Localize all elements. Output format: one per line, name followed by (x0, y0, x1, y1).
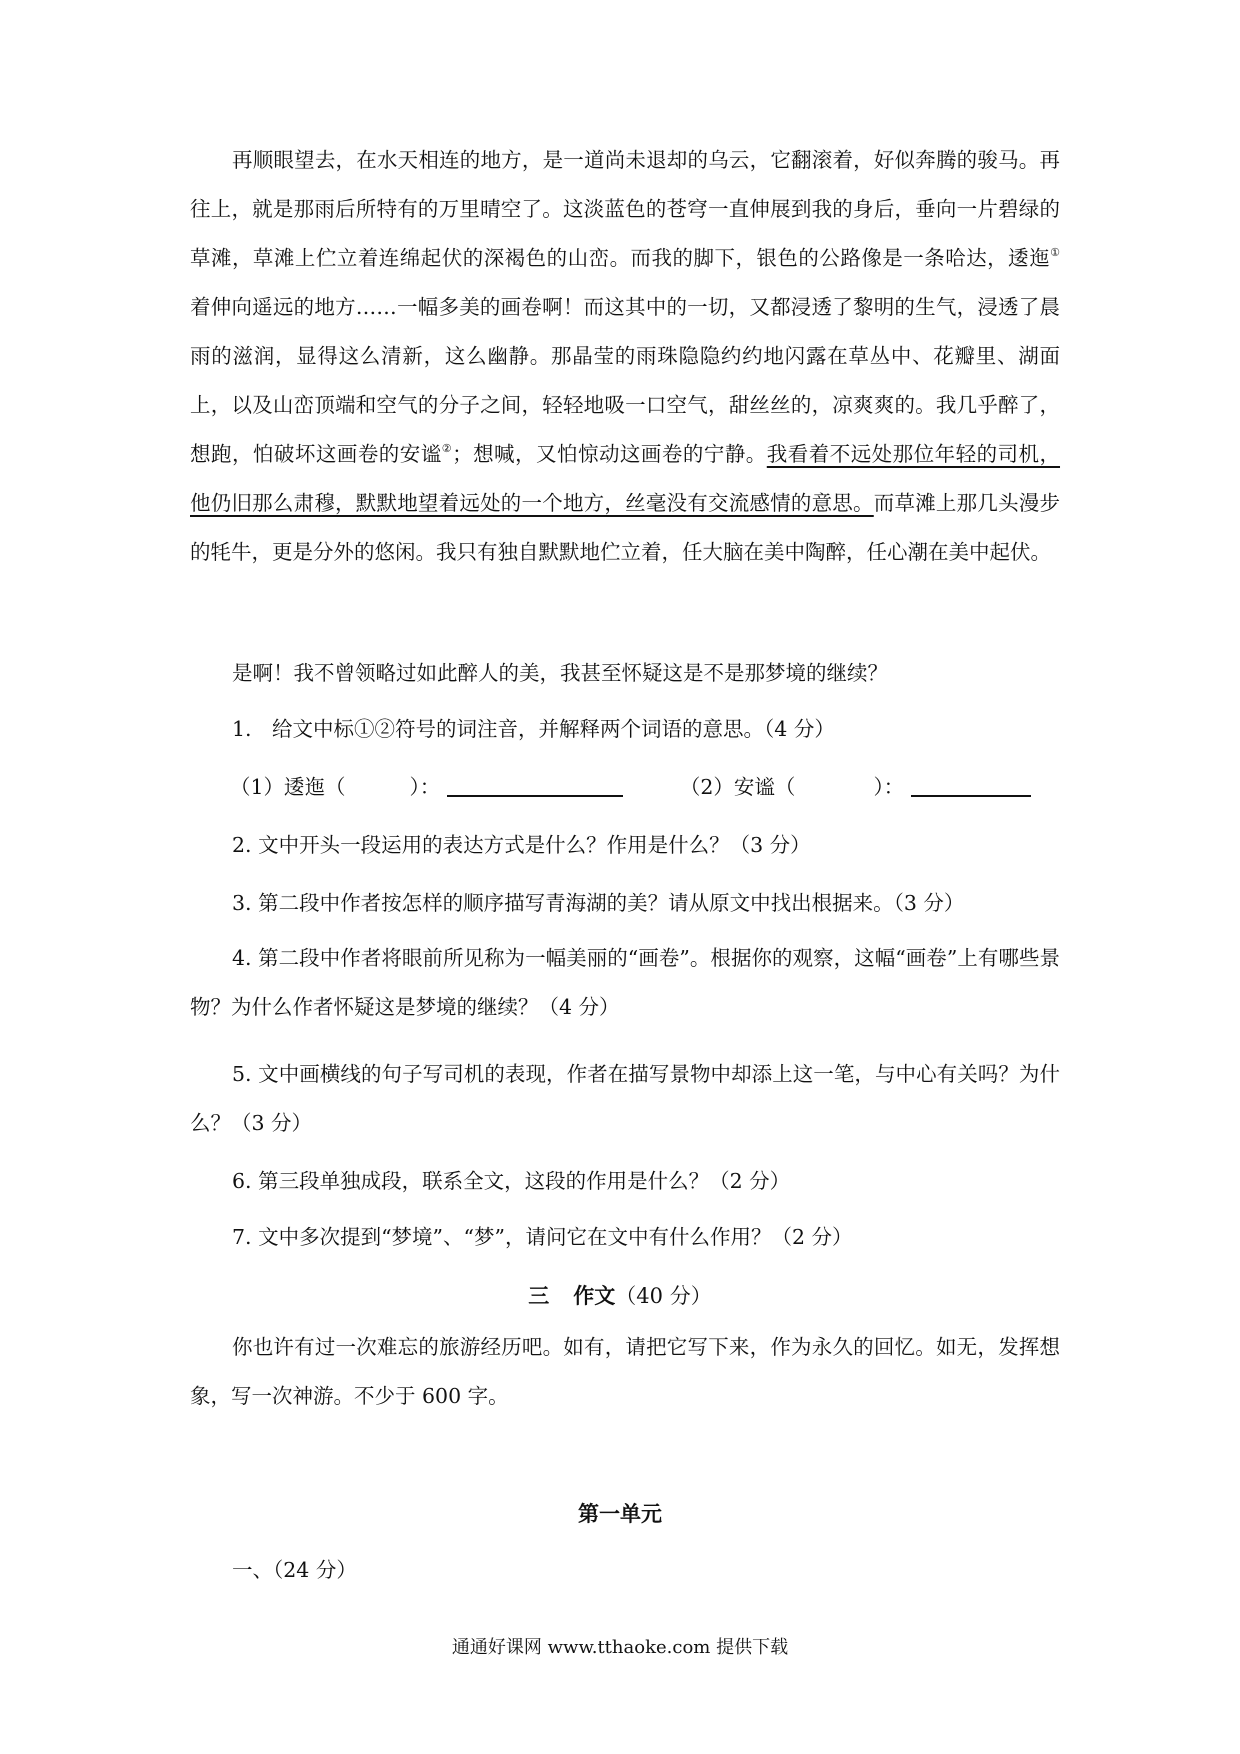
passage-text: 再顺眼望去，在水天相连的地方，是一道尚未退却的乌云，它翻滚着，好似奔腾的骏马。再往上，就是那雨后所特有的万里晴空了。这淡蓝色的苍穹一直伸展到我的身后，垂向一片碧绿的草滩，草滩上伫立着连绵起伏的深褐色的山峦。而我的脚下，银色的公路像是一条哈达，逶迤 (190, 148, 1060, 270)
footnote-mark-1: ① (1050, 246, 1060, 259)
unit-title: 第一单元 (578, 1501, 662, 1526)
passage-text: 着伸向遥远的地方……一幅多美的画卷啊！而这其中的一切，又都浸透了黎明的生气，浸透了晨雨的滋润，显得这么清新，这么幽静。那晶莹的雨珠隐隐约约地闪露在草丛中、花瓣里、湖面上，以及山峦顶端和空气的分子之间，轻轻地吸一口空气，甜丝丝的，凉爽爽的。我几乎醉了，想跑，怕破坏这画卷的安谧 (190, 295, 1060, 466)
passage-text: 而草滩上那几头漫步的牦牛，更是分外的悠闲。我只有独自默默地伫立着，任大脑在美中陶醉，任心潮在美中起伏。 (190, 491, 1061, 564)
underlined-sentence: 我看着不远处那位年轻的司机，他仍旧那么肃穆，默默地望着远处的一个地方，丝毫没有交流感情的意思。 (190, 442, 1061, 515)
question-3: 3. 第二段中作者按怎样的顺序描写青海湖的美？请从原文中找出根据来。（3 分） (232, 891, 965, 915)
composition-heading: 三 作文（40 分） (528, 1283, 712, 1308)
question-6: 6. 第三段单独成段，联系全文，这段的作用是什么？（2 分） (232, 1169, 791, 1193)
section-heading: 一、（24 分） (232, 1558, 357, 1582)
question-1-answers: （1）逶迤（ ）： （2）安谧（ ）： (230, 772, 1060, 802)
footnote-mark-2: ② (441, 442, 453, 455)
answer-blank-2[interactable] (911, 777, 1031, 797)
page-footer: 通通好课网 www.tthaoke.com 提供下载 (451, 1637, 789, 1658)
question-7: 7. 文中多次提到“梦境”、“梦”，请问它在文中有什么作用？（2 分） (232, 1225, 853, 1249)
question-5: 5. 文中画横线的句子写司机的表现，作者在描写景物中却添上这一笔，与中心有关吗？为什么？（3 分） (190, 1062, 1060, 1135)
question-4: 4. 第二段中作者将眼前所见称为一幅美丽的“画卷”。根据你的观察，这幅“画卷”上有哪些景物？为什么作者怀疑这是梦境的继续？（4 分） (190, 946, 1060, 1019)
answer-blank-1[interactable] (447, 777, 623, 797)
question-1-sub-1-label: （1）逶迤（ (230, 775, 346, 799)
passage-paragraph-2: 是啊！我不曾领略过如此醉人的美，我甚至怀疑这是不是那梦境的继续？ (232, 661, 888, 685)
question-1-sub-2-label: （2）安谧（ (679, 775, 796, 799)
question-1: 1. 给文中标①②符号的词注音，并解释两个词语的意思。（4 分） (232, 717, 835, 741)
question-2: 2. 文中开头一段运用的表达方式是什么？作用是什么？（3 分） (232, 833, 811, 857)
passage-text: ；想喊，又怕惊动这画卷的宁静。 (452, 442, 767, 466)
passage-paragraph-1 (190, 136, 1060, 577)
composition-prompt: 你也许有过一次难忘的旅游经历吧。如有，请把它写下来，作为永久的回忆。如无，发挥想象，写一次神游。不少于 600 字。 (190, 1335, 1060, 1408)
